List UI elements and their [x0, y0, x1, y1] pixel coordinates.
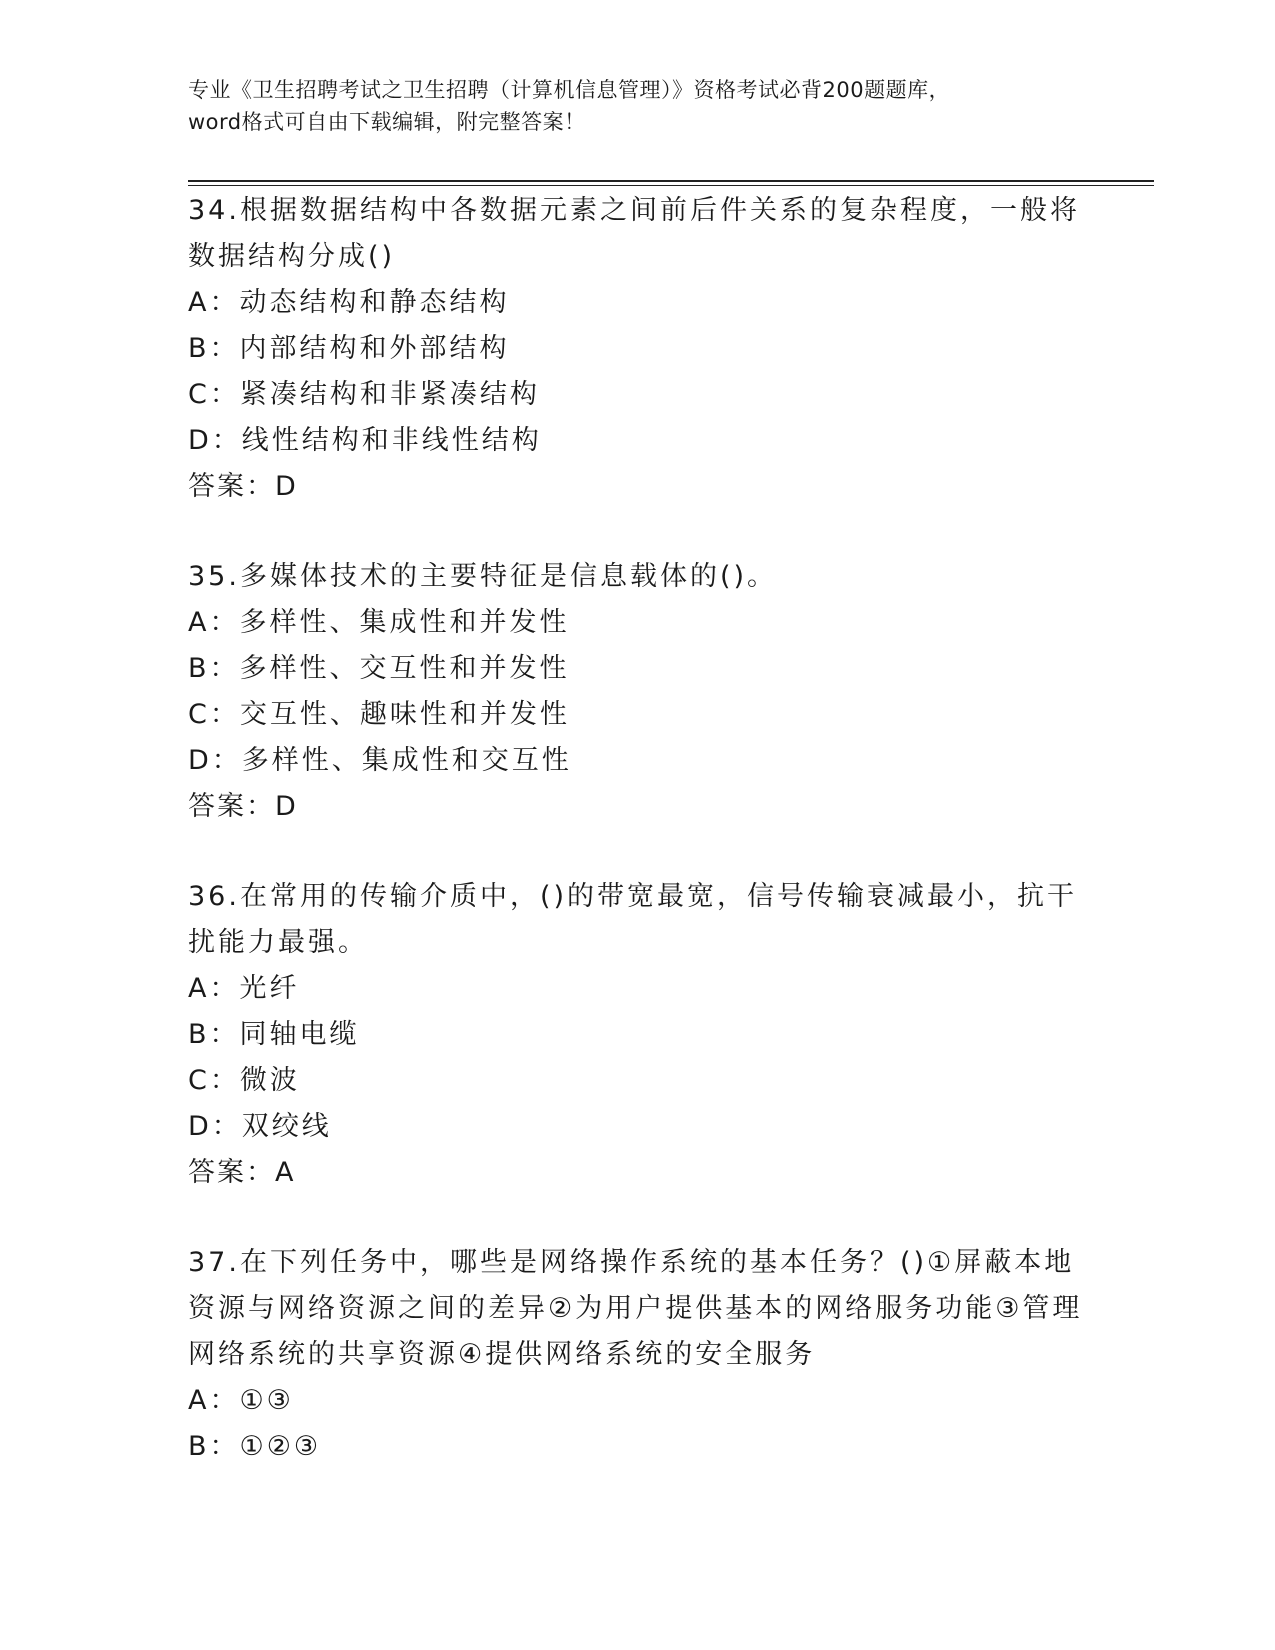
question-stem: 34.根据数据结构中各数据元素之间前后件关系的复杂程度，一般将数据结构分成(): [188, 195, 1080, 272]
option-d: D：双绞线: [188, 1111, 332, 1142]
question-35: [188, 554, 1088, 830]
question-stem: 36.在常用的传输介质中，()的带宽最宽，信号传输衰减最小，抗干扰能力最强。: [188, 881, 1078, 958]
header-divider-thick: [188, 180, 1154, 182]
option-b: B：①②③: [188, 1431, 322, 1462]
option-d: D：多样性、集成性和交互性: [188, 745, 572, 776]
option-d: D：线性结构和非线性结构: [188, 425, 542, 456]
option-a: A：①③: [188, 1385, 294, 1416]
header-divider-thin: [188, 185, 1154, 186]
option-a: A：多样性、集成性和并发性: [188, 607, 570, 638]
option-c: C：微波: [188, 1065, 300, 1096]
question-stem: 37.在下列任务中，哪些是网络操作系统的基本任务？()①屏蔽本地资源与网络资源之间的差异②为用户提供基本的网络服务功能③管理网络系统的共享资源④提供网络系统的安全服务: [188, 1247, 1083, 1370]
document-header: [188, 74, 1088, 138]
question-37: [188, 1240, 1088, 1470]
question-list: [188, 188, 1088, 1514]
question-36: [188, 874, 1088, 1196]
option-b: B：同轴电缆: [188, 1019, 360, 1050]
option-a: A：光纤: [188, 973, 300, 1004]
answer-line: 答案：A: [188, 1157, 296, 1188]
question-34: [188, 188, 1088, 510]
option-b: B：内部结构和外部结构: [188, 333, 510, 364]
header-line-2: word格式可自由下载编辑，附完整答案！: [188, 110, 586, 134]
question-stem: 35.多媒体技术的主要特征是信息载体的()。: [188, 561, 778, 592]
option-c: C：紧凑结构和非紧凑结构: [188, 379, 540, 410]
answer-line: 答案：D: [188, 791, 298, 822]
option-a: A：动态结构和静态结构: [188, 287, 510, 318]
option-b: B：多样性、交互性和并发性: [188, 653, 570, 684]
answer-line: 答案：D: [188, 471, 298, 502]
header-line-1: 专业《卫生招聘考试之卫生招聘（计算机信息管理）》资格考试必背200题题库，: [188, 78, 951, 102]
option-c: C：交互性、趣味性和并发性: [188, 699, 570, 730]
